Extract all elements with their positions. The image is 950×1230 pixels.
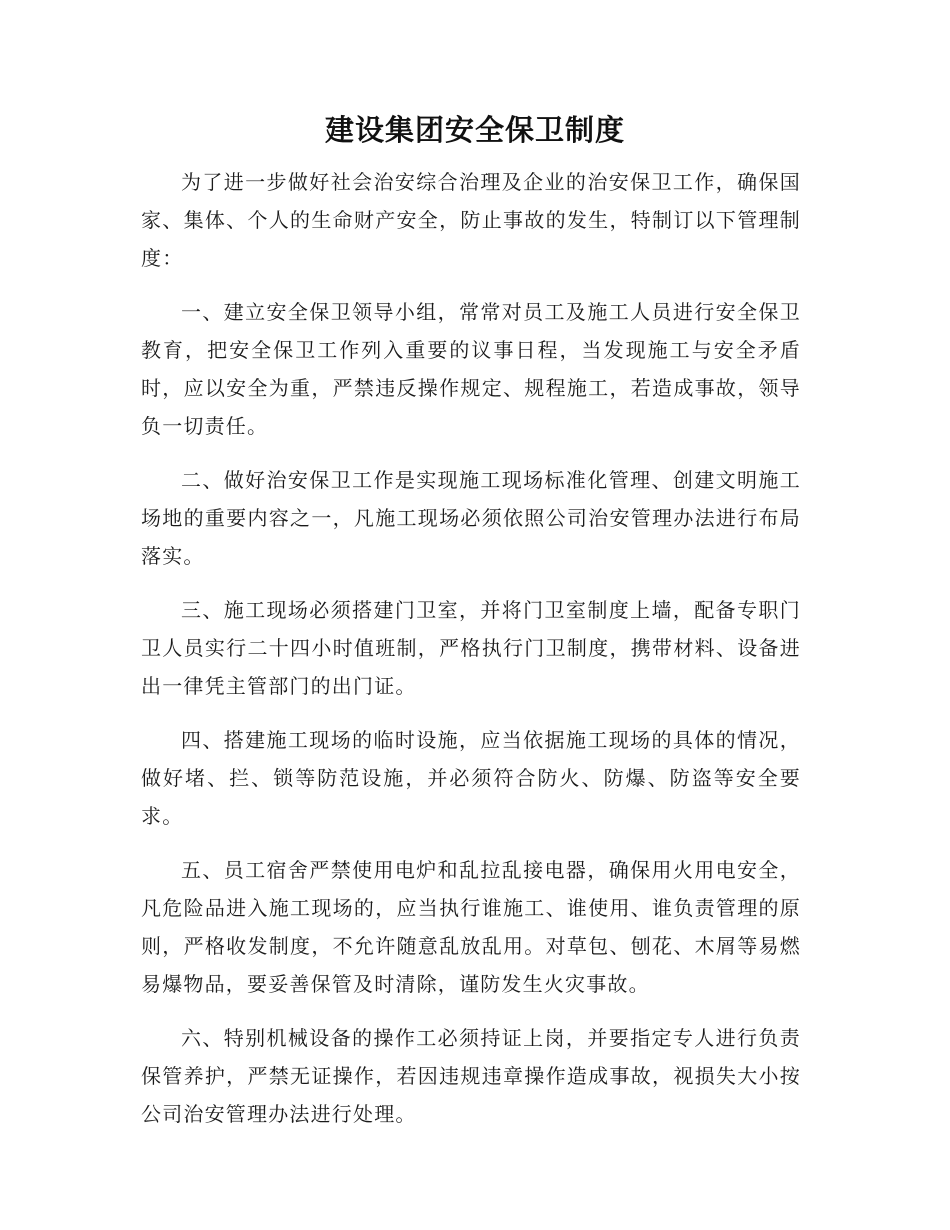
document-title: 建设集团安全保卫制度 [324,113,625,147]
paragraph-intro: 为了进一步做好社会治安综合治理及企业的治安保卫工作，确保国家、集体、个人的生命财产安全，防止事故的发生，特制订以下管理制度： [141,170,801,270]
paragraph-item-1: 一、建立安全保卫领导小组，常常对员工及施工人员进行安全保卫教育，把安全保卫工作列入重要的议事日程，当发现施工与安全矛盾时，应以安全为重，严禁违反操作规定、规程施工，若造成事故，领导负一切责任。 [141,300,801,438]
paragraph-item-6: 六、特别机械设备的操作工必须持证上岗，并要指定专人进行负责保管养护，严禁无证操作，若因违规违章操作造成事故，视损失大小按公司治安管理办法进行处理。 [141,1026,801,1126]
paragraph-item-3: 三、施工现场必须搭建门卫室，并将门卫室制度上墙，配备专职门卫人员实行二十四小时值班制，严格执行门卫制度，携带材料、设备进出一律凭主管部门的出门证。 [141,598,801,698]
paragraph-item-5: 五、员工宿舍严禁使用电炉和乱拉乱接电器，确保用火用电安全，凡危险品进入施工现场的，应当执行谁施工、谁使用、谁负责管理的原则，严格收发制度，不允许随意乱放乱用。对草包、刨花、木屑等易燃易爆物品，要妥善保管及时清除，谨防发生火灾事故。 [141,858,801,996]
paragraph-item-4: 四、搭建施工现场的临时设施，应当依据施工现场的具体的情况，做好堵、拦、锁等防范设施，并必须符合防火、防爆、防盗等安全要求。 [141,728,801,828]
document-body [141,163,801,1149]
paragraph-item-2: 二、做好治安保卫工作是实现施工现场标准化管理、创建文明施工场地的重要内容之一，凡施工现场必须依照公司治安管理办法进行布局落实。 [141,468,801,568]
